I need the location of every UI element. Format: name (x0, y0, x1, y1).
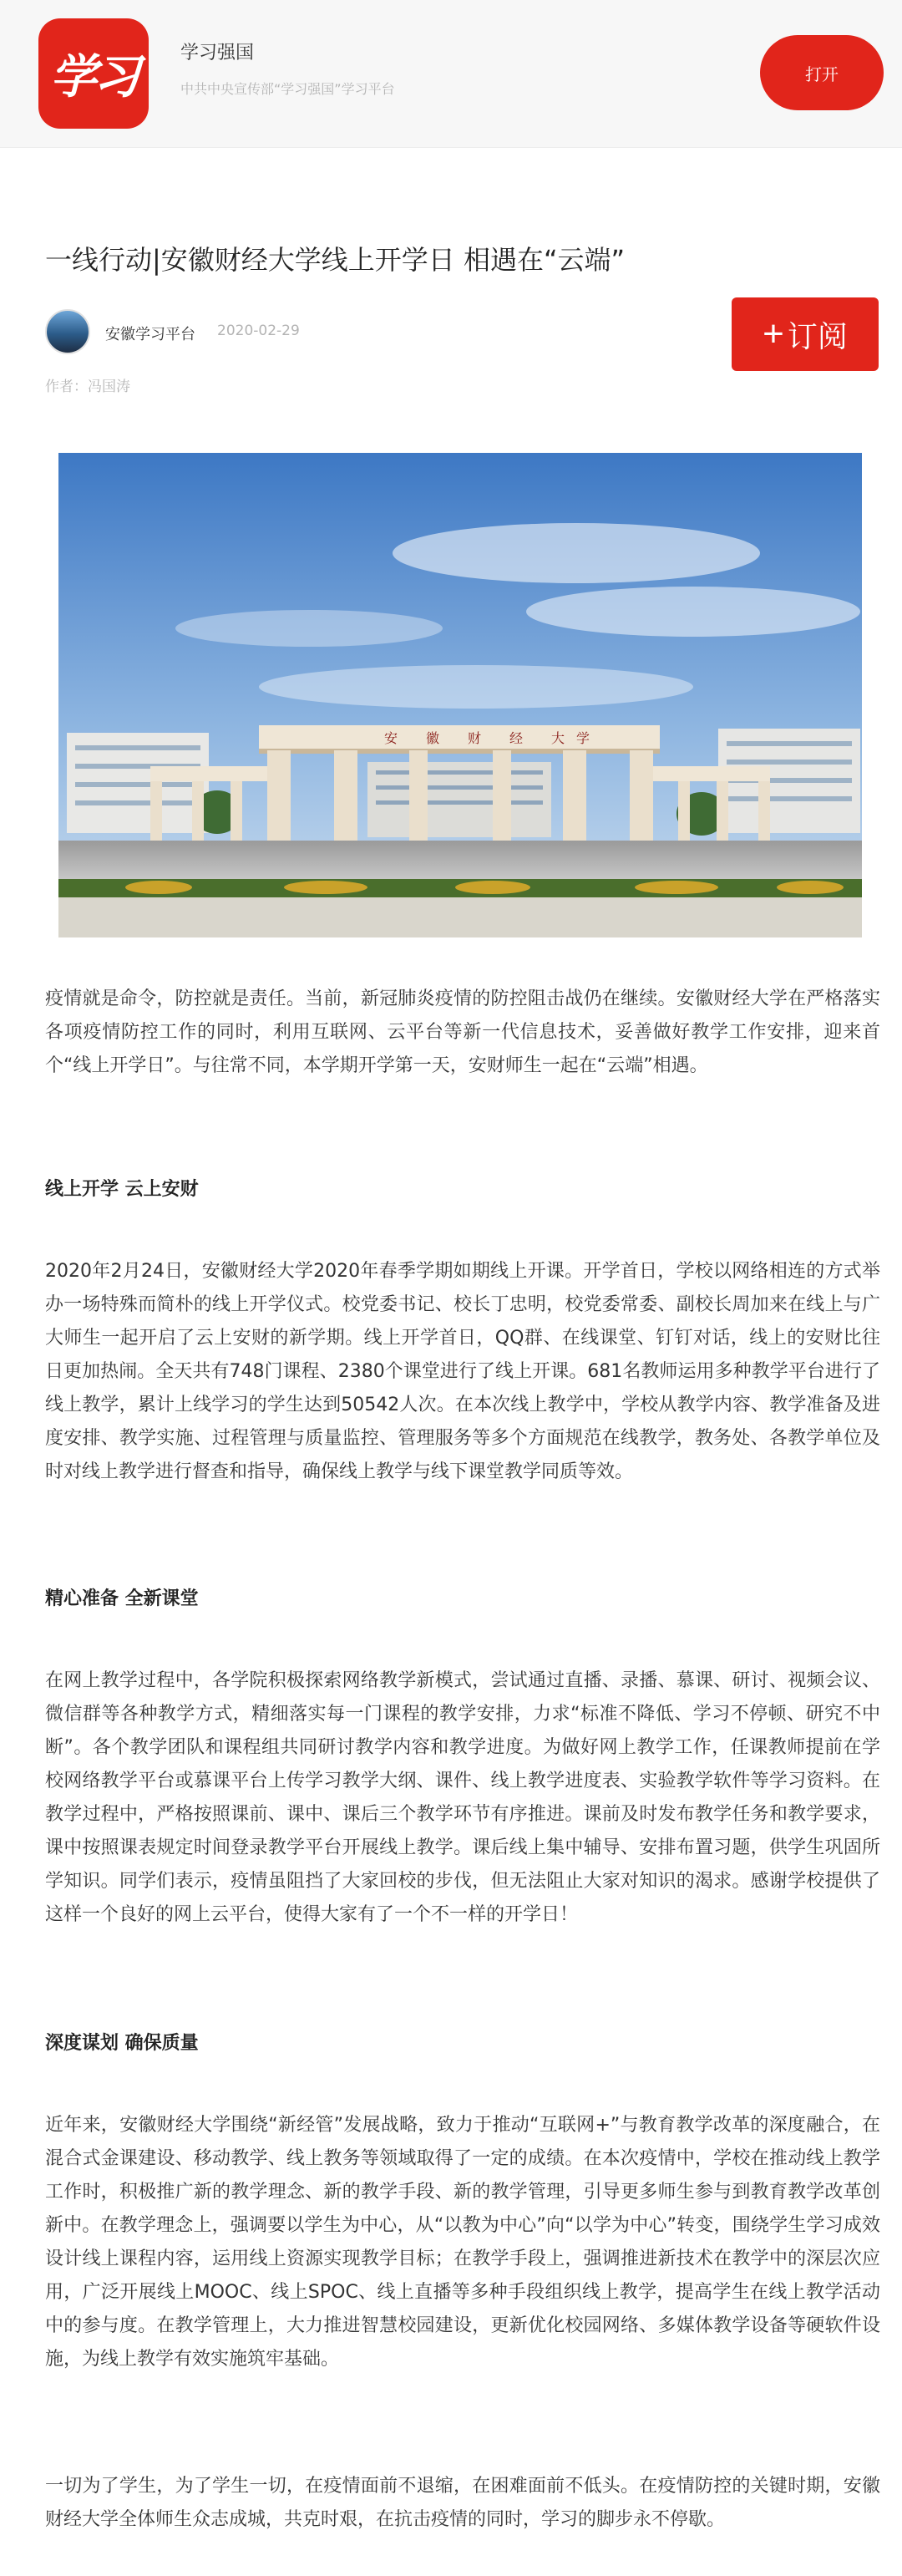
author-avatar[interactable] (45, 309, 90, 354)
article-paragraph-intro: 疫情就是命令，防控就是责任。当前，新冠肺炎疫情的防控阻击战仍在继续。安徽财经大学在严格落实各项疫情防控工作的同时，利用互联网、云平台等新一代信息技术，妥善做好教学工作安排，迎来首个“线上开学日”。与往常不同，本学期开学第一天，安财师生一起在“云端”相遇。 (45, 988, 880, 1076)
author-credit: 作者：冯国涛 (45, 379, 130, 395)
article-paragraph-3: 近年来，安徽财经大学围绕“新经管”发展战略，致力于推动“互联网+”与教育教学改革的深度融合，在混合式金课建设、移动教学、线上教务等领域取得了一定的成绩。在本次疫情中，学校在推动线上教学工作时，积极推广新的教学理念、新的教学手段、新的教学管理，引导更多师生参与到教育教学改革创新中。在教学理念上，强调要以学生为中心，从“以教为中心”向“以学为中心”转变，围绕学生学习成效设计线上课程内容，运用线上资源实现教学目标；在教学手段上，强调推进新技术在教学中的深层次应用，广泛开展线上MOOC、线上SPOC、线上直播等多种手段组织线上教学，提高学生在线上教学活动中的参与度。在教学管理上，大力推进智慧校园建设，更新优化校园网络、多媒体教学设备等硬软件设施，为线上教学有效实施筑牢基础。 (45, 2115, 880, 2370)
app-name: 学习强国 (180, 43, 255, 64)
campus-gate-photo (58, 453, 862, 937)
article-paragraph-1: 2020年2月24日，安徽财经大学2020年春季学期如期线上开课。开学首日，学校以网络相连的方式举办一场特殊而简朴的线上开学仪式。校党委书记、校长丁忠明，校党委常委、副校长周加来在线上与广大师生一起开启了云上安财的新学期。线上开学首日，QQ群、在线课堂、钉钉对话，线上的安财比往日更加热闹。全天共有748门课程、2380个课堂进行了线上开课。681名教师运用多种教学平台进行了线上教学，累计上线学习的学生达到50542人次。在本次线上教学中，学校从教学内容、教学准备及进度安排、教学实施、过程管理与质量监控、管理服务等多个方面规范在线教学，教务处、各教学单位及时对线上教学进行督查和指导，确保线上教学与线下课堂教学同质等效。 (45, 1261, 880, 1482)
svg-text:大: 大 (551, 730, 565, 746)
xuexi-app-logo: 学习 (38, 18, 149, 129)
publish-date: 2020-02-29 (217, 323, 300, 339)
subscribe-label: 订阅 (787, 318, 848, 353)
subscribe-button[interactable] (732, 297, 879, 371)
article-title: 一线行动|安徽财经大学线上开学日 相遇在“云端” (45, 244, 626, 276)
svg-text:经: 经 (509, 730, 524, 746)
author-name[interactable]: 安徽学习平台 (105, 326, 195, 343)
section-heading-1: 线上开学 云上安财 (45, 1179, 199, 1200)
svg-text:安: 安 (384, 730, 398, 746)
plus-icon: + (763, 313, 784, 354)
section-heading-2: 精心准备 全新课堂 (45, 1588, 199, 1609)
app-download-banner (0, 0, 902, 148)
svg-text:财: 财 (468, 730, 482, 746)
svg-text:徽: 徽 (426, 730, 440, 746)
section-heading-3: 深度谋划 确保质量 (45, 2033, 199, 2054)
open-app-button[interactable]: 打开 (760, 35, 884, 110)
svg-text:学: 学 (576, 730, 590, 746)
article-paragraph-2: 在网上教学过程中，各学院积极探索网络教学新模式，尝试通过直播、录播、慕课、研讨、视频会议、微信群等各种教学方式，精细落实每一门课程的教学安排，力求“标准不降低、学习不停顿、研究不中断”。各个教学团队和课程组共同研讨教学内容和教学进度。为做好网上教学工作，任课教师提前在学校网络教学平台或慕课平台上传学习教学大纲、课件、线上教学进度表、实验教学软件等学习资料。在教学过程中，严格按照课前、课中、课后三个教学环节有序推进。课前及时发布教学任务和教学要求，课中按照课表规定时间登录教学平台开展线上教学。课后线上集中辅导、安排布置习题，供学生巩固所学知识。同学们表示，疫情虽阻挡了大家回校的步伐，但无法阻止大家对知识的渴求。感谢学校提供了这样一个良好的网上云平台，使得大家有了一个不一样的开学日！ (45, 1670, 880, 1925)
app-description: 中共中央宣传部“学习强国”学习平台 (180, 81, 395, 97)
article-paragraph-closing: 一切为了学生，为了学生一切，在疫情面前不退缩，在困难面前不低头。在疫情防控的关键时期，安徽财经大学全体师生众志成城，共克时艰，在抗击疫情的同时，学习的脚步永不停歇。 (45, 2476, 880, 2530)
